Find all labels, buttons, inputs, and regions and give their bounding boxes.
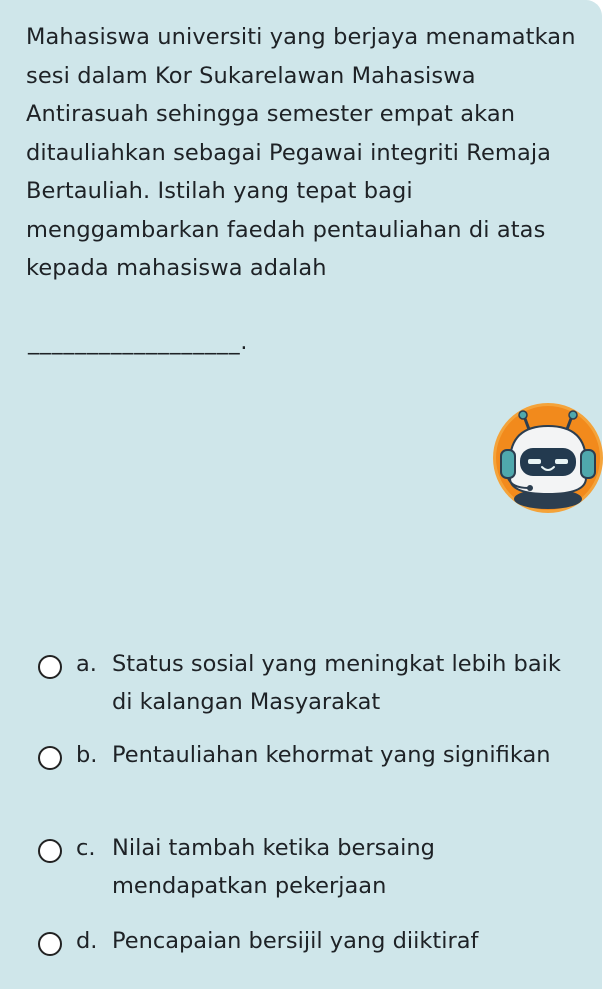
answer-blank: __________________. xyxy=(28,330,249,355)
option-c[interactable] xyxy=(38,829,578,905)
question-text: Mahasiswa universiti yang berjaya menamatkan sesi dalam Kor Sukarelawan Mahasiswa Antirasuah sehingga semester empat akan ditauliahkan sebagai Pegawai integriti Remaja Bertauliah. Istilah yang tepat bagi menggambarkan faedah pentauliahan di atas kepada mahasiswa adalah xyxy=(26,24,576,281)
option-c-letter: c. xyxy=(76,835,96,861)
option-d[interactable] xyxy=(38,922,578,960)
option-a-letter: a. xyxy=(76,651,97,677)
radio-c[interactable] xyxy=(38,839,62,863)
option-b-letter: b. xyxy=(76,742,98,768)
option-a-text: Status sosial yang meningkat lebih baik di kalangan Masyarakat xyxy=(112,651,561,715)
option-d-letter: d. xyxy=(76,928,98,954)
radio-b[interactable] xyxy=(38,746,62,770)
option-c-text: Nilai tambah ketika bersaing mendapatkan pekerjaan xyxy=(112,835,435,899)
option-a[interactable] xyxy=(38,645,578,721)
radio-a[interactable] xyxy=(38,655,62,679)
option-b[interactable] xyxy=(38,736,578,774)
radio-d[interactable] xyxy=(38,932,62,956)
option-d-text: Pencapaian bersijil yang diiktiraf xyxy=(112,928,479,954)
option-b-text: Pentauliahan kehormat yang signifikan xyxy=(112,742,551,768)
